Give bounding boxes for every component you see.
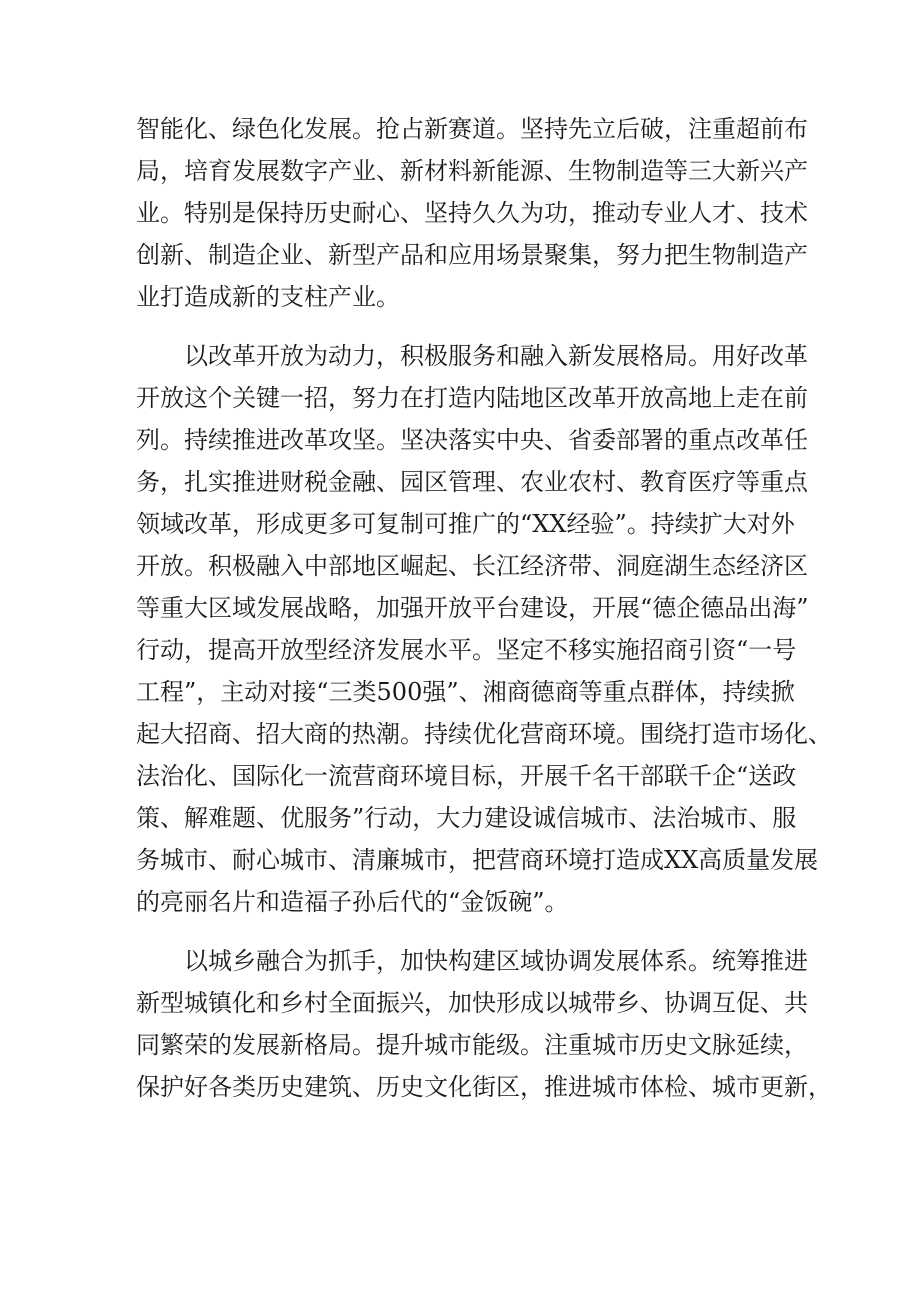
text-line: 以改革开放为动力，积极服务和融入新发展格局。用好改革 bbox=[184, 342, 808, 370]
text-line: 以城乡融合为抓手，加快构建区域协调发展体系。统筹推进 bbox=[184, 947, 808, 975]
paragraph-2 bbox=[136, 335, 832, 923]
text-line: 创新、制造企业、新型产品和应用场景聚集，努力把生物制造产 bbox=[136, 241, 808, 269]
text-line: 业。特别是保持历史耐心、坚持久久为功，推动专业人才、技术 bbox=[136, 199, 808, 227]
paragraph-3 bbox=[136, 940, 832, 1108]
document-body bbox=[136, 108, 832, 1125]
text-line: 领域改革，形成更多可复制可推广的“XX经验”。持续扩大对外 bbox=[136, 510, 795, 538]
text-line: 起大招商、招大商的热潮。持续优化营商环境。围绕打造市场化、 bbox=[136, 720, 832, 748]
text-line: 列。持续推进改革攻坚。坚决落实中央、省委部署的重点改革任 bbox=[136, 426, 808, 454]
text-line: 同繁荣的发展新格局。提升城市能级。注重城市历史文脉延续， bbox=[136, 1031, 808, 1059]
text-line: 务，扎实推进财税金融、园区管理、农业农村、教育医疗等重点 bbox=[136, 468, 808, 496]
text-line: 的亮丽名片和造福子孙后代的“金饭碗”。 bbox=[136, 888, 569, 916]
text-line: 开放。积极融入中部地区崛起、长江经济带、洞庭湖生态经济区 bbox=[136, 552, 808, 580]
text-line: 工程”，主动对接“三类500强”、湘商德商等重点群体，持续掀 bbox=[136, 678, 795, 706]
text-line: 局，培育发展数字产业、新材料新能源、生物制造等三大新兴产 bbox=[136, 157, 808, 185]
text-line: 新型城镇化和乡村全面振兴，加快形成以城带乡、协调互促、共 bbox=[136, 989, 808, 1017]
text-line: 行动，提高开放型经济发展水平。坚定不移实施招商引资“一号 bbox=[136, 636, 797, 664]
text-line: 智能化、绿色化发展。抢占新赛道。坚持先立后破，注重超前布 bbox=[136, 115, 808, 143]
text-line: 等重大区域发展战略，加强开放平台建设，开展“德企德品出海” bbox=[136, 594, 809, 622]
text-line: 法治化、国际化一流营商环境目标，开展千名干部联千企“送政 bbox=[136, 762, 797, 790]
text-line: 策、解难题、优服务”行动，大力建设诚信城市、法治城市、服 bbox=[136, 804, 797, 832]
text-line: 保护好各类历史建筑、历史文化街区，推进城市体检、城市更新， bbox=[136, 1073, 832, 1101]
text-line: 业打造成新的支柱产业。 bbox=[136, 283, 400, 311]
text-line: 务城市、耐心城市、清廉城市，把营商环境打造成XX高质量发展 bbox=[136, 846, 819, 874]
paragraph-1 bbox=[136, 108, 808, 318]
text-line: 开放这个关键一招，努力在打造内陆地区改革开放高地上走在前 bbox=[136, 384, 808, 412]
